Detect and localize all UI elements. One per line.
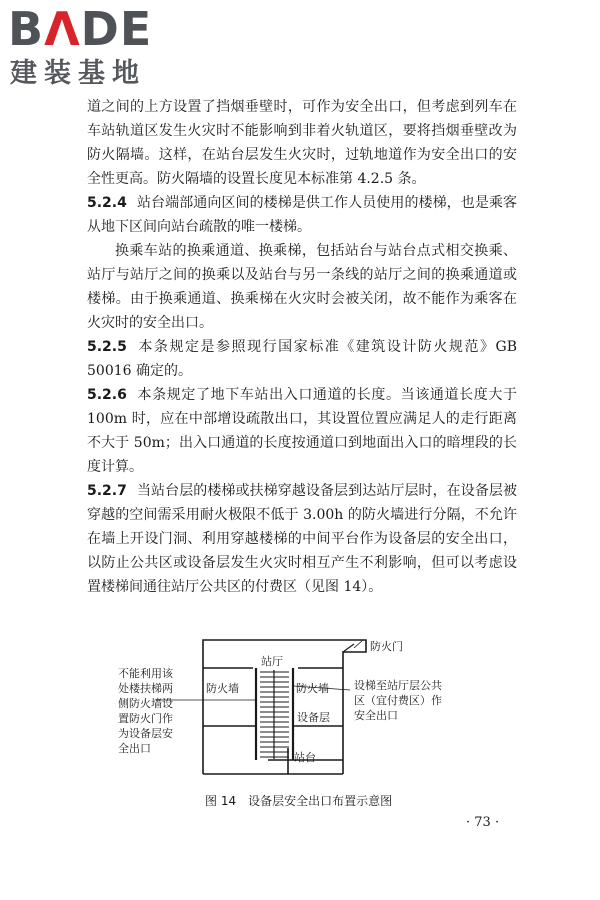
section-number: 5.2.7: [87, 483, 127, 499]
note-no-exit: 不能利用该处楼扶梯两侧防火墙设置防火门作为设备层安全出口: [118, 667, 173, 755]
label-platform: 站台: [294, 751, 316, 764]
label-equipment-floor: 设备层: [297, 711, 330, 724]
leader-fire-door: [354, 640, 363, 648]
brand-logo: [8, 4, 178, 99]
section-text: 站台端部通向区间的楼梯是供工作人员使用的楼梯，也是乘客从地下区间向站台疏散的唯一楼梯。: [87, 195, 517, 235]
logo-accent-letter: Λ: [44, 2, 81, 56]
section-number: 5.2.4: [87, 195, 127, 211]
fire-door-icon: [343, 644, 354, 652]
section-number: 5.2.6: [87, 387, 127, 403]
stair-treads: [260, 670, 289, 759]
figure-14: [118, 632, 498, 792]
section-text: 本条规定了地下车站出入口通道的长度。当该通道长度大于 100m 时，应在中部增设疏散出口，其设置位置应满足人的走行距离不大于 50m；出入口通道的长度按通道口到地面出入口的暗埋段的长度计算。: [87, 387, 517, 475]
label-firewall-left: 防火墙: [206, 682, 239, 695]
section-text: 当站台层的楼梯或扶梯穿越设备层到达站厅层时，在设备层被穿越的空间需采用耐火极限不低于 3.00h 的防火墙进行分隔，不允许在墙上开设门洞、利用穿越楼梯的中间平台作为设备层的安全出口，以防止公共区或设备层发生火灾时相互产生不利影响，但可以考虑设置楼梯间通往站厅公共区的付费区（见图 14）。: [87, 483, 517, 595]
logo-wordmark: BΛDE: [8, 2, 153, 56]
label-fire-door: 防火门: [370, 640, 403, 653]
body-text: [87, 95, 517, 599]
section-5-2-7: [87, 479, 517, 599]
section-number: 5.2.5: [87, 339, 127, 355]
page-number: · 73 ·: [466, 815, 500, 830]
label-station-hall: 站厅: [261, 655, 283, 668]
section-text: 本条规定是参照现行国家标准《建筑设计防火规范》GB 50016 确定的。: [87, 339, 517, 379]
label-firewall-right: 防火墙: [296, 682, 329, 695]
paragraph-transfer: 换乘车站的换乘通道、换乘梯，包括站台与站台点式相交换乘、站厅与站厅之间的换乘以及站台与另一条线的站厅之间的换乘通道或楼梯。由于换乘通道、换乘梯在火灾时会被关闭，故不能作为乘客在火灾时的安全出口。: [87, 243, 517, 331]
figure-caption: 图 14 设备层安全出口布置示意图: [205, 794, 393, 808]
section-5-2-6: [87, 383, 517, 479]
note-stair-exit: 设梯至站厅层公共区（宜付费区）作安全出口: [354, 679, 442, 722]
section-5-2-5: [87, 335, 517, 383]
paragraph-continued: 道之间的上方设置了挡烟垂壁时，可作为安全出口，但考虑到列车在车站轨道区发生火灾时不能影响到非着火轨道区，要将挡烟垂壁改为防火隔墙。这样，在站台层发生火灾时，过轨地道作为安全出口的安全性更高。防火隔墙的设置长度见本标准第 4.2.5 条。: [87, 99, 517, 187]
section-5-2-4: [87, 191, 517, 239]
logo-subtitle: 建装基地: [10, 58, 146, 89]
